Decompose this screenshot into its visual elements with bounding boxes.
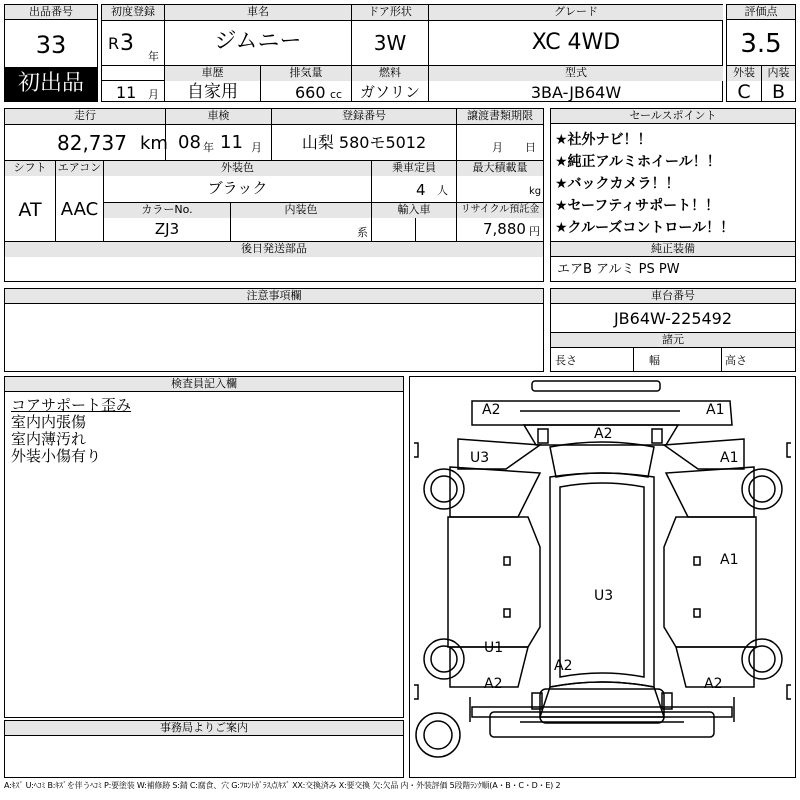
exterior-label: 外装 (727, 66, 761, 81)
code-rear-left: A2 (484, 676, 503, 692)
notes-box (4, 288, 544, 372)
fuel-label: 燃料 (352, 66, 428, 81)
inspector-line: 室内薄汚れ (11, 430, 87, 448)
transfer-label: 譲渡書類期限 (457, 109, 543, 124)
header-grid (101, 4, 723, 102)
mileage-label: 走行 (5, 109, 165, 124)
load-unit: kg (529, 186, 542, 197)
car-name-label: 車名 (165, 5, 351, 20)
code-rear-right: A2 (704, 676, 723, 692)
chassis-box (550, 288, 796, 372)
capacity-label: 乗車定員 (372, 161, 456, 176)
first-listing-text: 初出品 (17, 71, 84, 96)
transfer-month-unit: 月 (492, 141, 503, 154)
inspector-line: コアサポート歪み (11, 396, 132, 414)
transfer-day-unit: 日 (525, 141, 536, 154)
mileage: 82,737 (57, 131, 127, 155)
reg-era: R (108, 34, 120, 53)
ac: AAC (60, 199, 99, 220)
exterior-grade: C (737, 81, 751, 103)
capacity: 4 (416, 181, 426, 199)
code-front-right: A1 (706, 402, 725, 418)
inspector-line: 外装小傷有り (11, 447, 102, 465)
lot-box (4, 4, 98, 102)
color-no-label: カラーNo. (104, 203, 230, 218)
code-left-fender: U3 (470, 450, 490, 466)
ac-label: エアコン (57, 161, 102, 174)
lot-number: 33 (35, 31, 67, 59)
fuel: ガソリン (359, 83, 420, 101)
plate-label: 登録番号 (272, 109, 456, 124)
color-label: 外装色 (104, 161, 371, 176)
lot-label: 出品番号 (5, 5, 97, 20)
sales-label: セールスポイント (551, 109, 795, 124)
recycle-unit: 円 (529, 225, 540, 238)
chassis-label: 車台番号 (551, 289, 795, 304)
load-label: 最大積載量 (457, 161, 543, 176)
chassis-number: JB64W-225492 (613, 309, 733, 328)
dims-height: 高さ (725, 354, 747, 367)
reg-month-unit: 月 (148, 88, 159, 101)
sales-item: ★クルーズコントロール！！ (555, 220, 735, 236)
plate: 山梨 580モ5012 (301, 133, 427, 152)
insp-year-unit: 年 (203, 141, 214, 154)
office-box (4, 720, 404, 778)
interior-grade: B (771, 81, 786, 103)
insp-month-unit: 月 (251, 141, 262, 154)
color-no: ZJ3 (154, 220, 180, 238)
shift-label: シフト (5, 161, 55, 176)
displacement: 660 (295, 83, 326, 102)
insp-year: 08 (178, 132, 201, 153)
first-listing-badge (5, 67, 97, 101)
code-back-door: A2 (554, 658, 573, 674)
history-label: 車歴 (165, 66, 260, 81)
model-label: 型式 (429, 66, 723, 81)
dims-label: 諸元 (551, 333, 795, 348)
reg-month: 11 (116, 83, 137, 102)
reg-year: 3 (120, 31, 134, 56)
inspection-label: 車検 (166, 109, 271, 124)
vehicle-info-grid (4, 108, 544, 282)
later-parts-label: 後日発送部品 (5, 242, 543, 257)
reg-label: 初度登録 (102, 5, 164, 20)
insp-month: 11 (220, 132, 243, 153)
car-diagram (409, 376, 796, 778)
code-hood: A2 (594, 426, 613, 442)
grade-label: グレード (429, 5, 723, 20)
office-label: 事務局よりご案内 (5, 721, 403, 736)
code-right-fender: A1 (720, 450, 739, 466)
code-right-door: A1 (720, 552, 739, 568)
sales-item: ★社外ナビ！！ (555, 132, 652, 148)
inspector-box (4, 376, 404, 718)
grade: XC 4WD (531, 30, 621, 55)
interior-label: 内装 (762, 66, 795, 81)
sales-item: ★セーフティサポート！！ (555, 198, 720, 214)
sales-box (550, 108, 796, 282)
inspector-label: 検査員記入欄 (5, 377, 403, 392)
score-box (726, 4, 796, 102)
sales-item: ★純正アルミホイール！！ (555, 154, 721, 170)
car-name: ジムニー (214, 29, 302, 54)
import-label: 輸入車 (372, 203, 456, 218)
recycle-label: リサイクル預託金 (457, 203, 543, 218)
model: 3BA-JB64W (530, 83, 622, 102)
code-front-left: A2 (482, 402, 501, 418)
mileage-unit: km (140, 133, 168, 154)
equipment-label: 純正装備 (551, 242, 795, 257)
displacement-unit: cc (330, 88, 343, 101)
door-label: ドア形状 (352, 5, 428, 20)
inspector-line: 室内内張傷 (11, 413, 87, 431)
notes-label: 注意事項欄 (5, 289, 543, 304)
history: 自家用 (187, 82, 238, 102)
sales-item: ★バックカメラ！！ (555, 176, 680, 192)
color: ブラック (207, 179, 268, 197)
recycle: 7,880 (483, 220, 526, 238)
shift: AT (18, 199, 42, 221)
equipment: エアB アルミ PS PW (557, 262, 680, 277)
dims-length: 長さ (555, 354, 577, 367)
legend-text: A:ｷｽﾞ U:ﾍｺﾐ B:ｷｽﾞを伴うﾍｺﾐ P:要塗装 W:補修跡 S:錆 C:腐食、穴 G:ﾌﾛﾝﾄｶﾞﾗｽ点ｷｽﾞ XX:交換済み X:要交換 欠:欠品 内・外装評価 5段階ﾗﾝｸ順(A・B・C・D・E) 2 (4, 781, 561, 790)
code-roof: U3 (594, 588, 614, 604)
score-label: 評価点 (727, 5, 795, 20)
interior-color-unit: 系 (357, 226, 368, 239)
displacement-label: 排気量 (261, 66, 351, 81)
code-left-rear-qtr: U1 (484, 640, 504, 656)
reg-year-unit: 年 (148, 50, 159, 63)
dims-width: 幅 (649, 354, 660, 367)
interior-color-label: 内装色 (231, 203, 371, 218)
door-type: 3W (373, 31, 407, 55)
capacity-unit: 人 (437, 184, 448, 197)
score: 3.5 (740, 29, 782, 59)
